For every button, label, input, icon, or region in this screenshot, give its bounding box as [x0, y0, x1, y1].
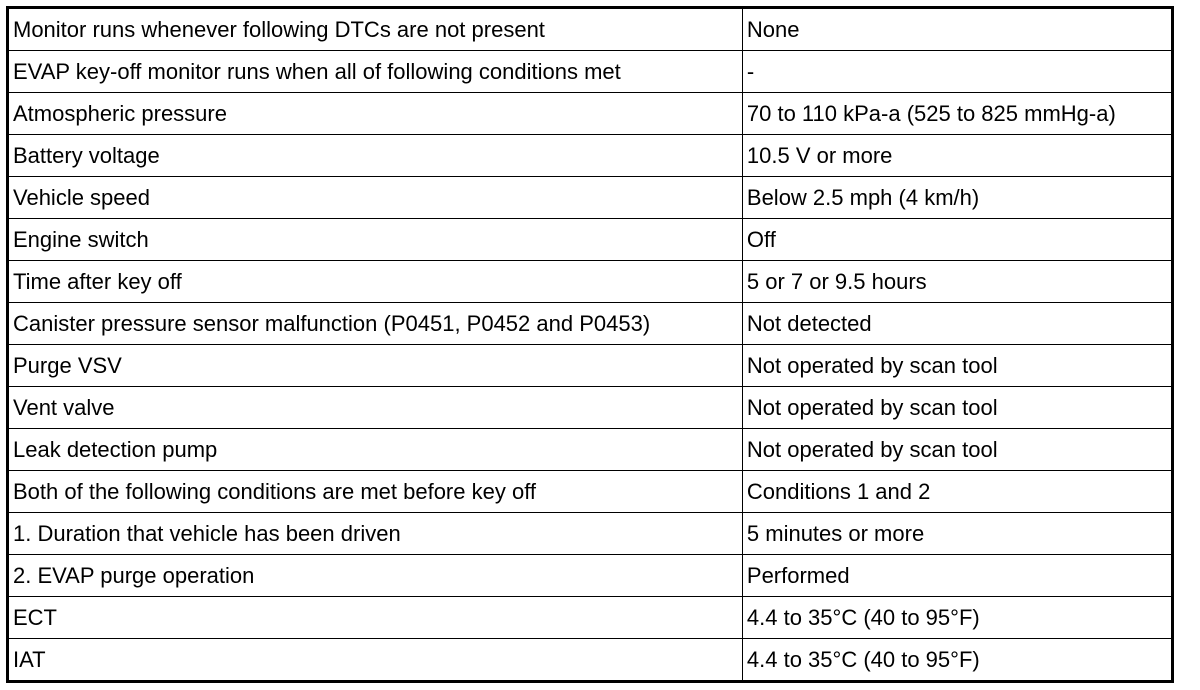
condition-cell: Atmospheric pressure [8, 93, 743, 135]
condition-cell: Purge VSV [8, 345, 743, 387]
value-cell: Performed [742, 555, 1172, 597]
condition-cell: 1. Duration that vehicle has been driven [8, 513, 743, 555]
condition-cell: Engine switch [8, 219, 743, 261]
condition-cell: EVAP key-off monitor runs when all of following conditions met [8, 51, 743, 93]
condition-cell: ECT [8, 597, 743, 639]
value-cell: Not operated by scan tool [742, 345, 1172, 387]
condition-cell: IAT [8, 639, 743, 682]
value-cell: Not detected [742, 303, 1172, 345]
table-row [8, 387, 1173, 429]
table-row [8, 219, 1173, 261]
table-row [8, 261, 1173, 303]
value-cell: 70 to 110 kPa-a (525 to 825 mmHg-a) [742, 93, 1172, 135]
condition-cell: Monitor runs whenever following DTCs are not present [8, 8, 743, 51]
value-cell: Conditions 1 and 2 [742, 471, 1172, 513]
value-cell: 10.5 V or more [742, 135, 1172, 177]
table-row [8, 639, 1173, 682]
condition-cell: Leak detection pump [8, 429, 743, 471]
condition-cell: Both of the following conditions are met before key off [8, 471, 743, 513]
value-cell: Not operated by scan tool [742, 429, 1172, 471]
conditions-table-body [8, 8, 1173, 682]
table-row [8, 555, 1173, 597]
table-row [8, 597, 1173, 639]
table-row [8, 429, 1173, 471]
condition-cell: Vent valve [8, 387, 743, 429]
condition-cell: Time after key off [8, 261, 743, 303]
table-row [8, 135, 1173, 177]
value-cell: 4.4 to 35°C (40 to 95°F) [742, 597, 1172, 639]
condition-cell: Battery voltage [8, 135, 743, 177]
value-cell: 5 minutes or more [742, 513, 1172, 555]
value-cell: 4.4 to 35°C (40 to 95°F) [742, 639, 1172, 682]
condition-cell: 2. EVAP purge operation [8, 555, 743, 597]
value-cell: Below 2.5 mph (4 km/h) [742, 177, 1172, 219]
value-cell: Off [742, 219, 1172, 261]
table-row [8, 513, 1173, 555]
table-row [8, 93, 1173, 135]
value-cell: None [742, 8, 1172, 51]
conditions-table [6, 6, 1174, 683]
condition-cell: Canister pressure sensor malfunction (P0451, P0452 and P0453) [8, 303, 743, 345]
table-row [8, 8, 1173, 51]
value-cell: Not operated by scan tool [742, 387, 1172, 429]
table-row [8, 471, 1173, 513]
condition-cell: Vehicle speed [8, 177, 743, 219]
table-row [8, 303, 1173, 345]
table-row [8, 345, 1173, 387]
table-row [8, 51, 1173, 93]
value-cell: 5 or 7 or 9.5 hours [742, 261, 1172, 303]
table-row [8, 177, 1173, 219]
value-cell: - [742, 51, 1172, 93]
